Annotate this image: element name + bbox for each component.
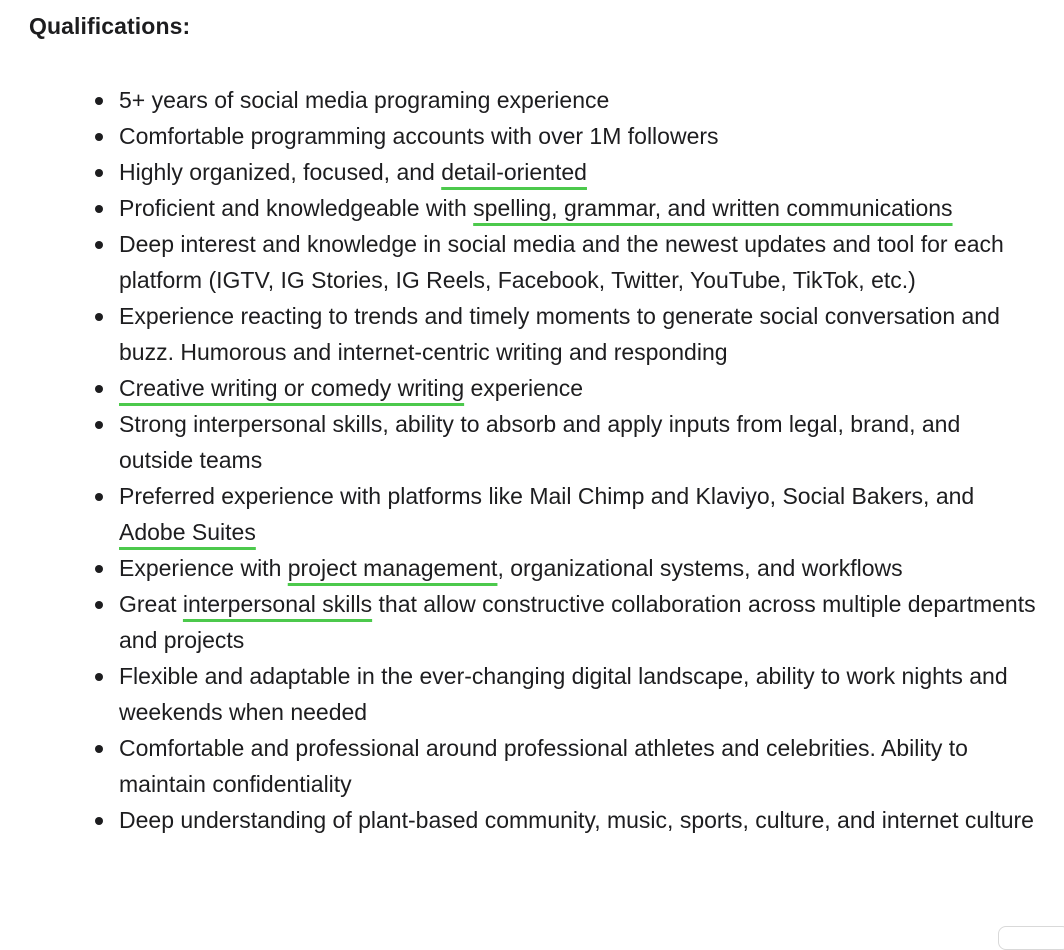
item-text: Strong interpersonal skills, ability to absorb and apply inputs from legal, brand, and outside teams (119, 411, 961, 473)
item-text: Highly organized, focused, and (119, 159, 442, 185)
qualification-item (119, 154, 1039, 190)
item-text: Proficient and knowledgeable with (119, 195, 474, 221)
corner-widget[interactable] (998, 926, 1064, 950)
highlighted-phrase: project management (287, 555, 498, 581)
item-text: Great (119, 591, 183, 617)
qualifications-heading: Qualifications: (29, 13, 191, 39)
highlighted-phrase: interpersonal skills (182, 591, 373, 617)
qualification-item (119, 406, 1039, 478)
item-text: Experience with (119, 555, 288, 581)
item-text: Flexible and adaptable in the ever-changing digital landscape, ability to work nights and weekends when needed (119, 663, 1008, 725)
qualification-item (119, 298, 1039, 370)
qualification-item (119, 190, 1039, 226)
qualification-item (119, 586, 1039, 658)
highlighted-phrase: Creative writing or comedy writing (119, 375, 465, 401)
qualification-item (119, 658, 1039, 730)
highlighted-phrase: spelling, grammar, and written communications (473, 195, 953, 221)
qualifications-list (119, 82, 1039, 838)
item-text: Deep interest and knowledge in social media and the newest updates and tool for each platform (IGTV, IG Stories, IG Reels, Facebook, Twitter, YouTube, TikTok, etc.) (119, 231, 1004, 293)
item-text: Comfortable programming accounts with over 1M followers (119, 123, 719, 149)
qualification-item (119, 370, 1039, 406)
item-text: that allow constructive collaboration across multiple departments and projects (119, 591, 1036, 653)
qualification-item (119, 118, 1039, 154)
qualification-item (119, 82, 1039, 118)
item-text: Deep understanding of plant-based community, music, sports, culture, and internet culture (119, 807, 1034, 833)
item-text: Preferred experience with platforms like Mail Chimp and Klaviyo, Social Bakers, and (119, 483, 975, 509)
item-text: 5+ years of social media programing experience (119, 87, 610, 113)
qualification-item (119, 730, 1039, 802)
qualification-item (119, 478, 1039, 550)
highlighted-phrase: detail-oriented (441, 159, 587, 185)
qualification-item (119, 550, 1039, 586)
item-text: Experience reacting to trends and timely moments to generate social conversation and buzz. Humorous and internet-centric writing and responding (119, 303, 1000, 365)
qualification-item (119, 226, 1039, 298)
qualification-item (119, 802, 1039, 838)
highlighted-phrase: Adobe Suites (119, 519, 256, 545)
item-text: , organizational systems, and workflows (497, 555, 903, 581)
item-text: experience (464, 375, 584, 401)
item-text: Comfortable and professional around professional athletes and celebrities. Ability to maintain confidentiality (119, 735, 968, 797)
